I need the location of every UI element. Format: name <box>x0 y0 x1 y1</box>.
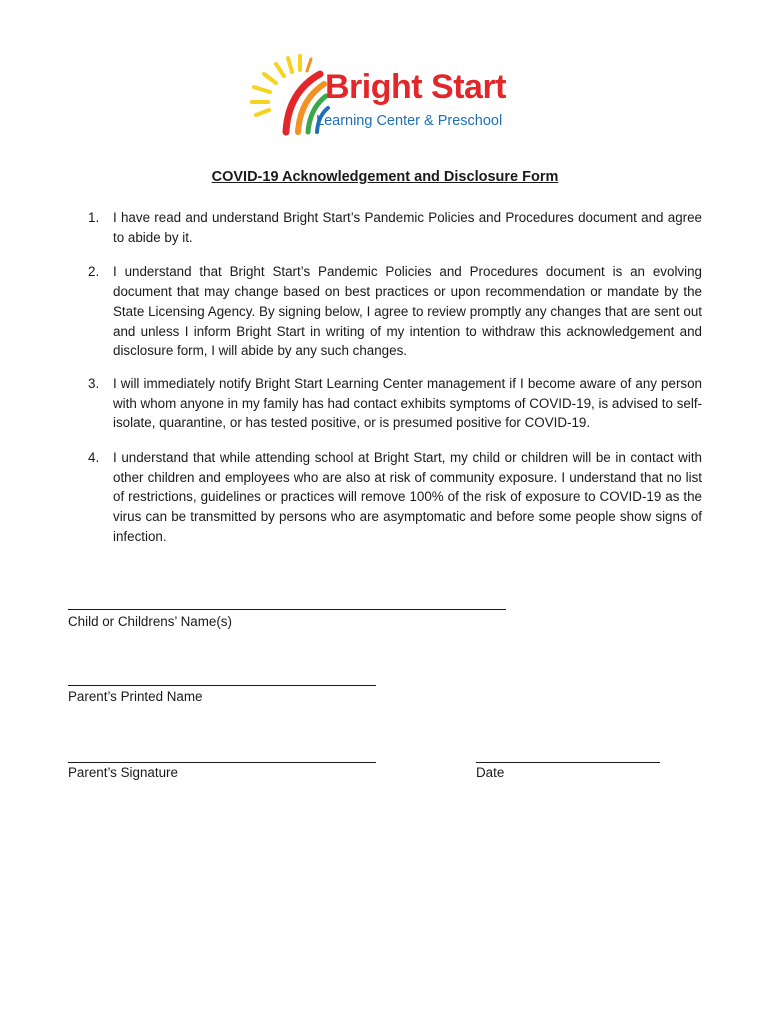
list-item <box>88 208 702 247</box>
date-line[interactable] <box>476 762 660 763</box>
list-item <box>88 448 702 547</box>
parent-signature-line[interactable] <box>68 762 376 763</box>
item-number: 1. <box>88 210 100 225</box>
item-text: I will immediately notify Bright Start Learning Center management if I become aware of any person with whom anyone in my family has had contact exhibits symptoms of COVID-19, is advised to self-isolate, quarantine, or has tested positive, or is presumed positive for COVID-19. <box>113 375 702 431</box>
parent-signature-label: Parent’s Signature <box>68 765 178 780</box>
item-number: 3. <box>88 375 100 391</box>
item-text: I understand that Bright Start’s Pandemic Policies and Procedures document is an evolving document that may change based on best practices or upon recommendation or mandate by the State Licensing Agency. By signing below, I agree to review promptly any changes that are sent out and unless I inform Bright Start in writing of my intention to withdraw this acknowledgement and disclosure form, I will abide by any such changes. <box>113 264 702 359</box>
parent-printed-name-label: Parent’s Printed Name <box>68 689 203 704</box>
item-text: I have read and understand Bright Start’s Pandemic Policies and Procedures document and agree to abide by it. <box>113 210 702 245</box>
date-label: Date <box>476 765 505 780</box>
logo-tagline: Learning Center & Preschool <box>316 113 503 129</box>
list-item <box>88 262 702 361</box>
parent-printed-name-line[interactable] <box>68 685 376 686</box>
form-title: COVID-19 Acknowledgement and Disclosure Form <box>211 169 559 185</box>
child-name-label: Child or Childrens’ Name(s) <box>68 614 232 629</box>
list-item <box>88 374 702 433</box>
item-number: 2. <box>88 264 100 280</box>
bright-start-logo <box>248 52 528 136</box>
child-name-line[interactable] <box>68 609 506 610</box>
item-text: I understand that while attending school at Bright Start, my child or children will be in contact with other children and employees who are also at risk of community exposure. I understand that no list of restrictions, guidelines or practices will remove 100% of the risk of exposure to COVID-19 as the virus can be transmitted by persons who are asymptomatic and before some people show signs of infection. <box>113 450 702 544</box>
logo-name: Bright Start <box>325 68 506 106</box>
item-number: 4. <box>88 450 100 466</box>
acknowledgement-list <box>88 208 702 547</box>
